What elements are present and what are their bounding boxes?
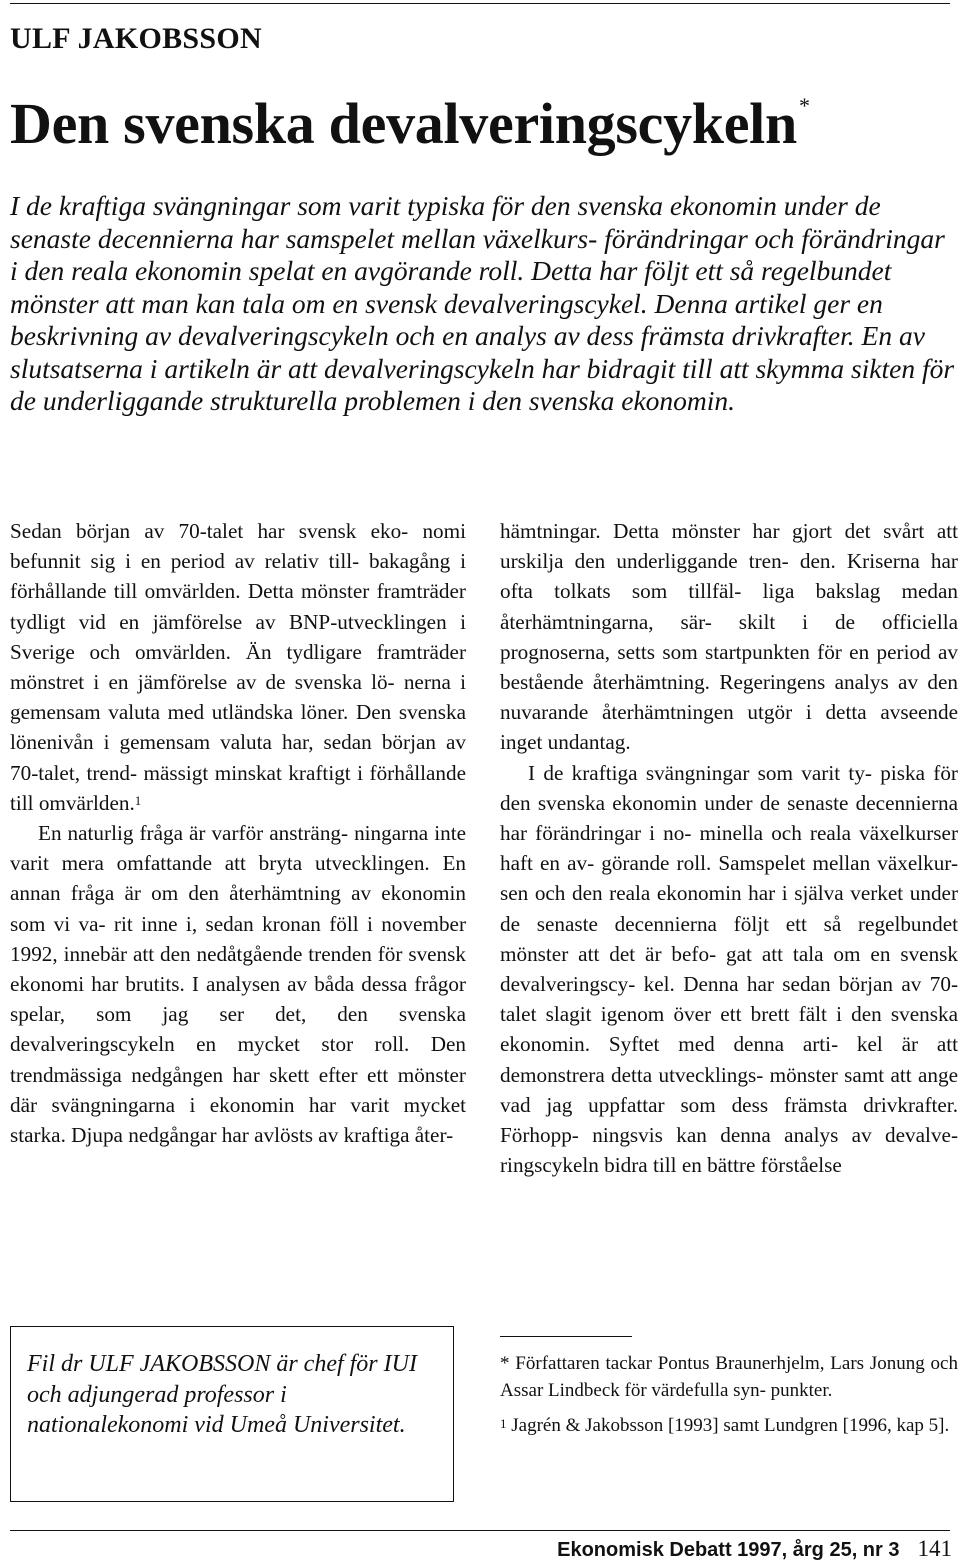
- footnote-rule: [500, 1336, 632, 1337]
- title-footnote-marker: *: [798, 93, 810, 118]
- article-title: [10, 92, 810, 156]
- footnote-1: [500, 1412, 958, 1439]
- footnote-1-marker: 1: [500, 1416, 507, 1431]
- body-paragraph-text: Sedan början av 70-talet har svensk eko- nomi befunnit sig i en period av relativ till- bakagång i förhållande till omvärlden. Detta mönster framträder tydligt vid en jämförelse av BNP-utvecklingen i Sverige och omvärlden. Än tydligare framträder mönstret i en jämförelse av de svenska lö- nerna i gemensam valuta med utländska löner. Den svenska lönenivån i gemensam valuta har, sedan början av 70-talet, trend- mässigt minskat kraftigt i förhållande till omvärlden.: [10, 519, 466, 815]
- body-paragraph: En naturlig fråga är varför ansträng- ningarna inte varit mera omfattande att bryta utvecklingen. En annan fråga är om den återhämtning av ekonomin som vi va- rit inne i, sedan kronan föll i november 1992, innebär att den nedåtgående trenden för svensk ekonomi har brutits. I analysen av båda dessa frågor spelar, som jag ser det, den svenska devalveringscykeln en mycket stor roll. Den trendmässiga nedgången har skett efter ett mönster där svängningarna i ekonomin har varit mycket starka. Djupa nedgångar har avlösts av kraftiga åter-: [10, 821, 466, 1148]
- page-footer: [557, 1536, 952, 1562]
- author-name: ULF JAKOBSSON: [10, 22, 263, 55]
- body-paragraph: I de kraftiga svängningar som varit ty- piska för den svenska ekonomin under de senaste decennierna har förändringar i no- minella och reala växelkurser haft en av- görande roll. Samspelet mellan växelkur- sen och den reala ekonomin har i själva verket under de senaste decennierna följt ett så regelbundet mönster att det är befo- gat att tala om en svensk devalveringscy- kel. Denna har sedan början av 70-talet slagit igenom över ett brett fält i den svenska ekonomin. Syftet med denna arti- kel är att demonstrera detta utvecklings- mönster samt att ange vad jag uppfattar som dess främsta drivkrafter. Förhopp- ningsvis kan denna analys av devalve- ringscykeln bidra till en bättre förståelse: [500, 760, 958, 1178]
- article-title-text: Den svenska devalveringscykeln: [10, 91, 797, 156]
- body-column-right: [500, 516, 958, 1180]
- author-bio-box: [10, 1326, 454, 1502]
- journal-citation: Ekonomisk Debatt 1997, årg 25, nr 3: [557, 1539, 900, 1561]
- footnote-1-text: Jagrén & Jakobsson [1993] samt Lundgren [1996, kap 5].: [506, 1415, 950, 1436]
- body-column-left: [10, 516, 466, 1150]
- footnote-star: * Författaren tackar Pontus Braunerhjelm, Lars Jonung och Assar Lindbeck för värdefulla syn- punkter.: [500, 1353, 958, 1401]
- footnote-ref-1: 1: [134, 792, 142, 808]
- body-paragraph: [10, 516, 466, 818]
- top-rule: [10, 3, 950, 4]
- bottom-rule: [10, 1530, 950, 1531]
- lead-paragraph: I de kraftiga svängningar som varit typiska för den svenska ekonomin under de senaste decennierna har samspelet mellan växelkurs- förändringar och förändringar i den reala ekonomin spelat en avgörande roll. Detta har följt ett så regelbundet mönster att man kan tala om en svensk devalveringscykel. Denna artikel ger en beskrivning av devalveringscykeln och en analys av dess främsta drivkrafter. En av slutsatserna i artikeln är att devalveringscykeln har bidragit till att skymma sikten för de underliggande strukturella problemen i den svenska ekonomin.: [10, 190, 955, 416]
- body-paragraph: hämtningar. Detta mönster har gjort det svårt att urskilja den underliggande tren- den. Kriserna har ofta tolkats som tillfäl- liga bakslag medan återhämtningarna, sär- skilt i de officiella prognoserna, setts som startpunkten för en period av bestående återhämtning. Regeringens analys av den nuvarande återhämtningen utgör i detta avseende inget undantag.: [500, 519, 958, 755]
- footnotes: [500, 1350, 958, 1447]
- author-bio: Fil dr ULF JAKOBSSON är chef för IUI och adjungerad professor i nationalekonomi vid Umeå Universitet.: [27, 1351, 417, 1438]
- page-number: 141: [917, 1536, 952, 1561]
